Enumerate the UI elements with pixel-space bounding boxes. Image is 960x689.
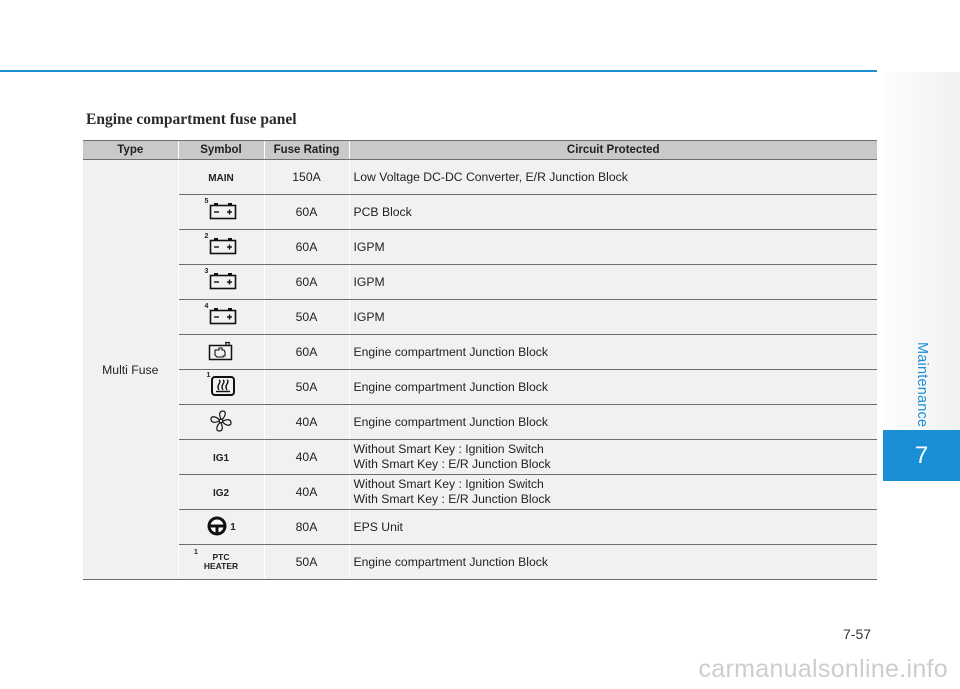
table-row bbox=[83, 335, 877, 370]
circuit-line: Engine compartment Junction Block bbox=[353, 379, 548, 394]
circuit-line: Without Smart Key : Ignition Switch bbox=[353, 442, 544, 456]
circuit-line: EPS Unit bbox=[353, 519, 403, 534]
header-symbol: Symbol bbox=[178, 141, 264, 160]
rating-cell: 40A bbox=[264, 405, 349, 440]
symbol-text: IG2 bbox=[212, 488, 230, 499]
symbol-cell bbox=[178, 300, 264, 335]
symbol-cell bbox=[178, 195, 264, 230]
circuit-line: IGPM bbox=[353, 309, 385, 324]
circuit-line: IGPM bbox=[353, 274, 385, 289]
circuit-line: IGPM bbox=[353, 239, 385, 254]
table-row bbox=[83, 265, 877, 300]
circuit-cell bbox=[349, 160, 877, 195]
circuit-cell bbox=[349, 370, 877, 405]
table-row bbox=[83, 300, 877, 335]
symbol-text: PTC HEATER bbox=[203, 551, 239, 571]
symbol-cell bbox=[178, 335, 264, 370]
rating-cell: 50A bbox=[264, 300, 349, 335]
circuit-line: Without Smart Key : Ignition Switch bbox=[353, 477, 544, 491]
top-rule bbox=[0, 70, 877, 72]
symbol-cell bbox=[178, 230, 264, 265]
circuit-cell bbox=[349, 195, 877, 230]
table-row bbox=[83, 475, 877, 510]
symbol-number: 1 bbox=[230, 521, 236, 533]
symbol-text: MAIN bbox=[208, 173, 234, 184]
symbol-cell bbox=[178, 440, 264, 475]
rating-cell: 60A bbox=[264, 265, 349, 300]
header-fuse-rating: Fuse Rating bbox=[264, 141, 349, 160]
battery-icon bbox=[209, 307, 237, 328]
battery-icon bbox=[209, 272, 237, 293]
circuit-line: With Smart Key : E/R Junction Block bbox=[353, 457, 551, 471]
circuit-line: With Smart Key : E/R Junction Block bbox=[353, 492, 551, 506]
circuit-line: Engine compartment Junction Block bbox=[353, 344, 548, 359]
fuse-table bbox=[83, 140, 877, 580]
table-row bbox=[83, 405, 877, 440]
type-cell: Multi Fuse bbox=[83, 160, 178, 580]
rating-cell: 50A bbox=[264, 370, 349, 405]
circuit-cell bbox=[349, 440, 877, 475]
page-number: 7-57 bbox=[843, 626, 872, 642]
circuit-cell bbox=[349, 265, 877, 300]
symbol-superscript: 1 bbox=[206, 371, 211, 379]
circuit-cell bbox=[349, 405, 877, 440]
symbol-superscript: 1 bbox=[194, 548, 198, 556]
table-row bbox=[83, 545, 877, 580]
section-title: Engine compartment fuse panel bbox=[86, 111, 297, 128]
watermark-text: carmanualsonline.info bbox=[698, 655, 948, 683]
symbol-superscript: 5 bbox=[204, 197, 209, 205]
chapter-number: 7 bbox=[883, 430, 960, 481]
table-row bbox=[83, 160, 877, 195]
header-circuit-protected: Circuit Protected bbox=[349, 141, 877, 160]
symbol-superscript: 3 bbox=[204, 267, 209, 275]
header-type: Type bbox=[83, 141, 178, 160]
fan-icon bbox=[209, 409, 233, 436]
rating-cell: 40A bbox=[264, 440, 349, 475]
symbol-cell bbox=[178, 405, 264, 440]
battery-icon bbox=[209, 237, 237, 258]
symbol-cell bbox=[178, 510, 264, 545]
rating-cell: 80A bbox=[264, 510, 349, 545]
circuit-line: Low Voltage DC-DC Converter, E/R Junction Block bbox=[353, 169, 628, 184]
table-header-row bbox=[83, 141, 877, 160]
rating-cell: 60A bbox=[264, 335, 349, 370]
table-row bbox=[83, 230, 877, 265]
table-row bbox=[83, 195, 877, 230]
symbol-superscript: 2 bbox=[204, 232, 209, 240]
rating-cell: 50A bbox=[264, 545, 349, 580]
symbol-cell bbox=[178, 545, 264, 580]
rating-cell: 150A bbox=[264, 160, 349, 195]
circuit-line: Engine compartment Junction Block bbox=[353, 554, 548, 569]
circuit-cell bbox=[349, 335, 877, 370]
engine-icon bbox=[208, 341, 234, 364]
circuit-cell bbox=[349, 475, 877, 510]
steering-wheel-icon bbox=[206, 515, 228, 540]
chapter-label: Maintenance bbox=[914, 342, 930, 428]
table-row bbox=[83, 510, 877, 545]
symbol-text: IG1 bbox=[212, 453, 230, 464]
circuit-cell bbox=[349, 300, 877, 335]
rating-cell: 40A bbox=[264, 475, 349, 510]
circuit-cell bbox=[349, 230, 877, 265]
symbol-cell bbox=[178, 160, 264, 195]
circuit-line: Engine compartment Junction Block bbox=[353, 414, 548, 429]
circuit-cell bbox=[349, 510, 877, 545]
symbol-cell bbox=[178, 475, 264, 510]
table-row bbox=[83, 440, 877, 475]
chapter-side-tab bbox=[883, 0, 960, 689]
rear-defroster-icon bbox=[211, 376, 235, 399]
watermark bbox=[0, 650, 960, 689]
symbol-cell bbox=[178, 265, 264, 300]
battery-icon bbox=[209, 202, 237, 223]
rating-cell: 60A bbox=[264, 195, 349, 230]
table-row bbox=[83, 370, 877, 405]
circuit-cell bbox=[349, 545, 877, 580]
ptc-heater-symbol bbox=[194, 548, 241, 571]
rating-cell: 60A bbox=[264, 230, 349, 265]
symbol-cell bbox=[178, 370, 264, 405]
symbol-superscript: 4 bbox=[204, 302, 209, 310]
circuit-line: PCB Block bbox=[353, 204, 412, 219]
